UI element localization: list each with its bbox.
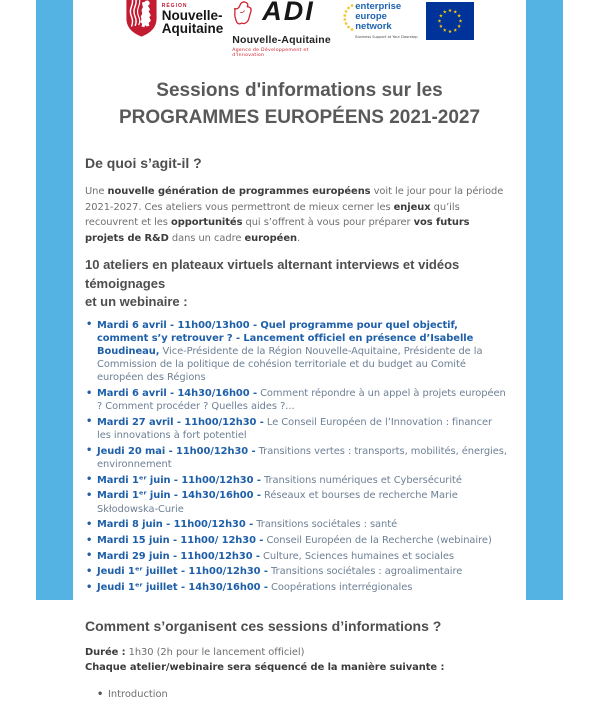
- session-datetime: Mardi 6 avril - 14h30/16h00 -: [97, 388, 257, 400]
- session-datetime: Mardi 15 juin - 11h00/ 12h30 -: [97, 535, 264, 547]
- duration-value: 1h30 (2h pour le lancement officiel): [125, 647, 305, 659]
- session-datetime: Jeudi 1ᵉʳ juillet - 14h30/16h00 -: [97, 582, 268, 594]
- een-logo-line1: enterprise: [355, 1, 402, 12]
- session-topic: Transitions vertes : transports, mobilités, énergies, environnement: [97, 445, 507, 471]
- session-item-3: [85, 416, 508, 442]
- about-seg: dans un cadre: [168, 232, 245, 244]
- session-topic: Transitions numériques et Cybersécurité: [260, 474, 462, 486]
- session-item-1: [85, 319, 508, 385]
- sessions-heading-line2: et un webinaire :: [85, 294, 188, 309]
- page-title-line2: PROGRAMMES EUROPÉENS 2021-2027: [118, 106, 481, 128]
- section-heading-organisation: Comment s’organisent ces sessions d’informations ?: [85, 618, 442, 635]
- section-heading-about: De quoi s’agit-il ?: [85, 155, 202, 171]
- session-datetime: Mardi 29 juin - 11h00/12h30 -: [97, 550, 260, 562]
- sessions-heading-line1: 10 ateliers en plateaux virtuels alternant interviews et vidéos témoignages: [85, 257, 460, 291]
- adi-logo-tagline: Agence de Développement et d'Innovation: [232, 48, 309, 57]
- about-seg-bold: enjeux: [393, 201, 431, 213]
- about-seg: qui s’offrent à vous pour préparer: [242, 217, 414, 228]
- adi-logo-subtitle: Nouvelle-Aquitaine: [232, 34, 331, 46]
- duration-label: Durée :: [85, 647, 126, 659]
- session-item-5: [85, 474, 508, 487]
- left-blue-sidebar: [36, 0, 73, 600]
- session-datetime: Mardi 8 juin - 11h00/12h30 -: [97, 519, 254, 531]
- session-item-9: [85, 550, 508, 563]
- about-seg: .: [296, 232, 301, 244]
- about-seg-bold: opportunités: [170, 217, 243, 228]
- session-topic: Réseaux et bourses de recherche Marie Skłodowska-Curie: [97, 490, 458, 515]
- session-datetime: Jeudi 1ᵉʳ juillet - 11h00/12h30 -: [97, 566, 268, 578]
- session-datetime: Mardi 1ᵉʳ juin - 11h00/12h30 -: [97, 474, 261, 486]
- session-topic: Transitions sociétales : agroalimentaire: [267, 566, 463, 578]
- sequence-list: [97, 688, 505, 702]
- session-topic: Conseil Européen de la Recherche (webinaire): [263, 535, 492, 547]
- eu-flag-icon: [426, 2, 474, 44]
- een-logo-line2: europe: [355, 10, 387, 22]
- session-datetime: Mardi 27 avril - 11h00/12h30 -: [97, 416, 264, 428]
- een-logo-tagline: Business Support at Your Doorstep: [355, 35, 418, 40]
- session-item-11: [85, 581, 508, 594]
- about-seg-bold: vos futurs projets de R&D: [85, 217, 470, 244]
- session-topic: Comment répondre à un appel à projets européen ? Comment procéder ? Quelles aides ?...: [97, 388, 506, 413]
- region-logo-text: [162, 0, 224, 42]
- region-shield-icon: [125, 0, 158, 42]
- een-stars-icon: [343, 3, 355, 37]
- region-logo-name-line2: Aquitaine: [161, 21, 224, 36]
- sessions-heading: [85, 256, 508, 312]
- right-blue-sidebar: [526, 0, 563, 600]
- session-datetime: Mardi 1ᵉʳ juin - 14h30/16h00 -: [97, 490, 261, 502]
- page-title-line1: Sessions d'informations sur les: [156, 80, 443, 101]
- session-datetime: Mardi 6 avril - 11h00/13h00 - Quel programme pour quel objectif, comment s’y retrouver ? - Lancement officiel en présence d’Isabelle Boudineau,: [97, 319, 474, 357]
- een-logo-line3: network: [355, 20, 392, 32]
- about-paragraph: [85, 184, 505, 246]
- about-seg: Une: [85, 186, 108, 197]
- session-item-7: [85, 518, 508, 531]
- region-logo-region-label: RÉGION: [161, 3, 188, 9]
- logo-header: [73, 0, 526, 57]
- organisation-paragraph: [85, 645, 505, 675]
- about-seg: voit le jour pour la période 2021-2027. Ces ateliers vous permettront de mieux cerner les: [85, 186, 504, 213]
- region-logo-name-line1: Nouvelle-: [161, 8, 223, 23]
- session-topic: Transitions sociétales : santé: [253, 519, 398, 531]
- sessions-list: [85, 319, 508, 595]
- session-topic: Le Conseil Européen de l’Innovation : financer les innovations à fort potentiel: [97, 416, 493, 442]
- sequence-item-introduction: • Introduction: [97, 688, 505, 702]
- session-topic: Vice-Présidente de la Région Nouvelle-Aquitaine, Présidente de la Commission de la politique de cohésion territoriale et du budget au Comité européen des Régions: [97, 345, 483, 384]
- session-item-4: [85, 445, 508, 471]
- session-item-6: [85, 489, 508, 515]
- region-nouvelle-aquitaine-logo: [125, 0, 224, 42]
- adi-map-sketch-icon: [232, 0, 259, 34]
- about-seg-bold: européen: [244, 232, 297, 244]
- session-topic: Culture, Sciences humaines et sociales: [259, 550, 454, 562]
- session-item-10: [85, 565, 508, 578]
- about-seg-bold: nouvelle génération de programmes européens: [107, 186, 371, 197]
- session-topic: Coopérations interrégionales: [267, 582, 413, 594]
- enterprise-europe-network-logo: [343, 2, 417, 39]
- newsletter-body: [73, 0, 526, 701]
- adi-logo-wordmark: ADI: [262, 0, 315, 26]
- adi-logo: [232, 0, 334, 57]
- sequence-line: Chaque atelier/webinaire sera séquencé de la manière suivante :: [85, 662, 445, 674]
- session-item-8: [85, 534, 508, 547]
- page-title: [81, 78, 518, 131]
- session-datetime: Jeudi 20 mai - 11h00/12h30 -: [97, 445, 256, 457]
- duration-line: [85, 645, 505, 660]
- about-seg: qu’ils recouvrent et les: [85, 201, 460, 228]
- session-item-2: [85, 387, 508, 413]
